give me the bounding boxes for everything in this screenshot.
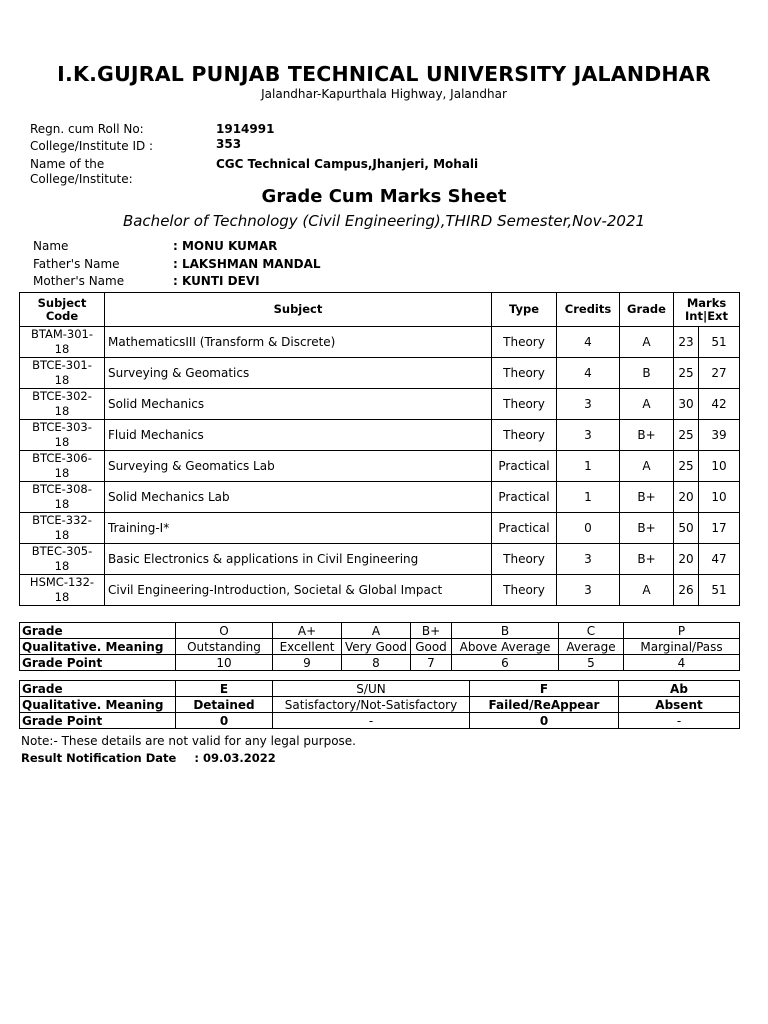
grade-scale-1-grade: P xyxy=(624,623,740,639)
subject-code-line-2: 18 xyxy=(54,559,70,573)
credits-cell: 4 xyxy=(557,358,620,389)
grade-scale-2-point: 0 xyxy=(470,713,619,729)
internal-marks-cell: 25 xyxy=(674,420,699,451)
subject-name-cell: Basic Electronics & applications in Civil Engineering xyxy=(105,544,492,575)
subject-code-cell xyxy=(20,513,105,544)
grade-scale-1-point-row xyxy=(20,655,740,671)
external-marks-cell: 51 xyxy=(699,327,740,358)
credits-cell: 1 xyxy=(557,482,620,513)
subject-code-cell xyxy=(20,575,105,606)
mother-name-label: Mother's Name xyxy=(33,274,125,288)
external-marks-cell: 42 xyxy=(699,389,740,420)
grade-scale-1-meaning-row xyxy=(20,639,740,655)
type-cell: Practical xyxy=(492,451,557,482)
external-marks-cell: 39 xyxy=(699,420,740,451)
header-marks xyxy=(674,293,740,327)
grade-scale-1-point-label: Grade Point xyxy=(20,655,176,671)
subject-code-line-2: 18 xyxy=(54,373,70,387)
table-row xyxy=(20,327,740,358)
subject-code-line-1: BTEC-305- xyxy=(31,544,93,558)
grade-scale-2-point-label: Grade Point xyxy=(20,713,176,729)
grade-scale-2-meaning: Failed/ReAppear xyxy=(470,697,619,713)
roll-number-label: Regn. cum Roll No: xyxy=(30,122,144,136)
sheet-title: Grade Cum Marks Sheet xyxy=(261,186,507,207)
header-marks-line-2: Int|Ext xyxy=(685,308,728,323)
subject-code-line-2: 18 xyxy=(54,590,70,604)
subject-code-cell xyxy=(20,327,105,358)
subject-code-line-2: 18 xyxy=(54,404,70,418)
disclaimer-note: Note:- These details are not valid for any legal purpose. xyxy=(21,734,356,748)
subject-name-cell: Solid Mechanics xyxy=(105,389,492,420)
header-subject: Subject xyxy=(105,293,492,327)
grade-cell: B+ xyxy=(620,482,674,513)
subject-code-line-1: BTAM-301- xyxy=(30,327,94,341)
grade-scale-1-grade: B+ xyxy=(411,623,452,639)
grade-scale-1-grade: A xyxy=(342,623,411,639)
internal-marks-cell: 25 xyxy=(674,358,699,389)
subject-code-cell xyxy=(20,482,105,513)
grade-scale-1-point: 5 xyxy=(559,655,624,671)
grade-scale-1-grade: C xyxy=(559,623,624,639)
grade-scale-1-point: 8 xyxy=(342,655,411,671)
grade-scale-1-meaning: Very Good xyxy=(342,639,411,655)
grade-scale-2-point: 0 xyxy=(176,713,273,729)
subject-name-cell: MathematicsIII (Transform & Discrete) xyxy=(105,327,492,358)
credits-cell: 1 xyxy=(557,451,620,482)
internal-marks-cell: 50 xyxy=(674,513,699,544)
header-subject-code xyxy=(20,293,105,327)
grade-scale-2-grade: E xyxy=(176,681,273,697)
subject-code-line-2: 18 xyxy=(54,466,70,480)
header-code-line-2: Code xyxy=(45,308,79,323)
grade-scale-2-point-row xyxy=(20,713,740,729)
internal-marks-cell: 25 xyxy=(674,451,699,482)
grade-scale-1-meaning: Average xyxy=(559,639,624,655)
grade-cell: B+ xyxy=(620,420,674,451)
internal-marks-cell: 30 xyxy=(674,389,699,420)
grade-scale-1-grade-row xyxy=(20,623,740,639)
header-type: Type xyxy=(492,293,557,327)
university-address: Jalandhar-Kapurthala Highway, Jalandhar xyxy=(261,87,507,101)
grade-scale-1-point: 4 xyxy=(624,655,740,671)
grade-scale-1-point: 7 xyxy=(411,655,452,671)
credits-cell: 3 xyxy=(557,575,620,606)
table-row xyxy=(20,358,740,389)
grade-scale-2-grade-row xyxy=(20,681,740,697)
external-marks-cell: 27 xyxy=(699,358,740,389)
credits-cell: 3 xyxy=(557,544,620,575)
subject-code-cell xyxy=(20,544,105,575)
college-name-label-2: College/Institute: xyxy=(30,172,133,186)
table-row xyxy=(20,575,740,606)
grade-scale-2-grade: F xyxy=(470,681,619,697)
college-name-value: CGC Technical Campus,Jhanjeri, Mohali xyxy=(216,157,479,171)
type-cell: Theory xyxy=(492,575,557,606)
external-marks-cell: 51 xyxy=(699,575,740,606)
student-name-value: : MONU KUMAR xyxy=(173,239,278,253)
internal-marks-cell: 20 xyxy=(674,544,699,575)
internal-marks-cell: 20 xyxy=(674,482,699,513)
type-cell: Theory xyxy=(492,544,557,575)
subject-code-cell xyxy=(20,358,105,389)
grade-scale-1-grade: A+ xyxy=(273,623,342,639)
type-cell: Practical xyxy=(492,482,557,513)
grade-scale-1-meaning: Good xyxy=(411,639,452,655)
table-row xyxy=(20,482,740,513)
grade-scale-2-meaning-row xyxy=(20,697,740,713)
grade-cell: A xyxy=(620,575,674,606)
grade-cell: A xyxy=(620,327,674,358)
college-name-label-1: Name of the xyxy=(30,157,105,171)
external-marks-cell: 10 xyxy=(699,451,740,482)
header-grade: Grade xyxy=(620,293,674,327)
subject-code-line-2: 18 xyxy=(54,342,70,356)
subject-code-line-1: BTCE-303- xyxy=(32,420,92,434)
grade-scale-2-grade: S/UN xyxy=(273,681,470,697)
result-notification xyxy=(21,751,276,765)
subject-code-line-1: BTCE-306- xyxy=(32,451,92,465)
subject-name-cell: Surveying & Geomatics Lab xyxy=(105,451,492,482)
university-title: I.K.GUJRAL PUNJAB TECHNICAL UNIVERSITY JALANDHAR xyxy=(57,62,711,86)
result-date-value: : 09.03.2022 xyxy=(194,751,276,765)
grade-scale-1-meaning: Above Average xyxy=(452,639,559,655)
grade-scale-1-point: 6 xyxy=(452,655,559,671)
college-id-label: College/Institute ID : xyxy=(30,139,154,153)
college-id-value: 353 xyxy=(216,137,242,151)
grade-scale-1-meaning-label: Qualitative. Meaning xyxy=(20,639,176,655)
external-marks-cell: 47 xyxy=(699,544,740,575)
subject-code-line-2: 18 xyxy=(54,497,70,511)
grade-scale-1-meaning: Outstanding xyxy=(176,639,273,655)
grade-cell: B+ xyxy=(620,513,674,544)
subject-code-line-2: 18 xyxy=(54,435,70,449)
table-row xyxy=(20,451,740,482)
grade-scale-table-1 xyxy=(19,622,740,671)
subject-code-cell xyxy=(20,420,105,451)
grade-scale-1-point: 9 xyxy=(273,655,342,671)
header-credits: Credits xyxy=(557,293,620,327)
type-cell: Theory xyxy=(492,420,557,451)
grade-scale-2-grade-label: Grade xyxy=(20,681,176,697)
subject-name-cell: Civil Engineering-Introduction, Societal & Global Impact xyxy=(105,575,492,606)
grade-scale-2-meaning: Satisfactory/Not-Satisfactory xyxy=(273,697,470,713)
credits-cell: 4 xyxy=(557,327,620,358)
mother-name-value: : KUNTI DEVI xyxy=(173,274,260,288)
grade-scale-2-meaning: Detained xyxy=(176,697,273,713)
program-name: Bachelor of Technology (Civil Engineering),THIRD Semester,Nov-2021 xyxy=(122,212,646,230)
grade-cell: A xyxy=(620,451,674,482)
marks-table xyxy=(19,292,740,606)
grade-scale-2-meaning-label: Qualitative. Meaning xyxy=(20,697,176,713)
header-code-line-1: Subject xyxy=(37,295,87,310)
internal-marks-cell: 23 xyxy=(674,327,699,358)
subject-name-cell: Solid Mechanics Lab xyxy=(105,482,492,513)
grade-cell: A xyxy=(620,389,674,420)
subject-code-line-1: BTCE-332- xyxy=(32,513,92,527)
subject-name-cell: Fluid Mechanics xyxy=(105,420,492,451)
external-marks-cell: 10 xyxy=(699,482,740,513)
student-name-label: Name xyxy=(33,239,69,253)
grade-scale-2-point: - xyxy=(619,713,740,729)
father-name-value: : LAKSHMAN MANDAL xyxy=(173,257,321,271)
subject-code-line-1: BTCE-308- xyxy=(32,482,92,496)
table-row xyxy=(20,544,740,575)
grade-cell: B xyxy=(620,358,674,389)
table-row xyxy=(20,513,740,544)
grade-scale-2-meaning: Absent xyxy=(619,697,740,713)
type-cell: Theory xyxy=(492,327,557,358)
grade-scale-1-grade: B xyxy=(452,623,559,639)
roll-number-value: 1914991 xyxy=(216,122,275,136)
credits-cell: 3 xyxy=(557,389,620,420)
subject-code-cell xyxy=(20,451,105,482)
marks-table-header xyxy=(20,293,740,327)
table-row xyxy=(20,389,740,420)
external-marks-cell: 17 xyxy=(699,513,740,544)
grade-scale-1-meaning: Excellent xyxy=(273,639,342,655)
table-row xyxy=(20,420,740,451)
grade-scale-1-grade: O xyxy=(176,623,273,639)
grade-scale-1-point: 10 xyxy=(176,655,273,671)
father-name-label: Father's Name xyxy=(33,257,120,271)
subject-code-line-1: HSMC-132- xyxy=(29,575,95,589)
subject-name-cell: Surveying & Geomatics xyxy=(105,358,492,389)
internal-marks-cell: 26 xyxy=(674,575,699,606)
subject-name-cell: Training-I* xyxy=(105,513,492,544)
grade-scale-2-point: - xyxy=(273,713,470,729)
grade-scale-2-grade: Ab xyxy=(619,681,740,697)
result-date-label: Result Notification Date xyxy=(21,751,177,765)
type-cell: Theory xyxy=(492,358,557,389)
grade-scale-1-meaning: Marginal/Pass xyxy=(624,639,740,655)
subject-code-cell xyxy=(20,389,105,420)
grade-scale-1-grade-label: Grade xyxy=(20,623,176,639)
grade-cell: B+ xyxy=(620,544,674,575)
type-cell: Practical xyxy=(492,513,557,544)
grade-scale-table-2 xyxy=(19,680,740,729)
credits-cell: 3 xyxy=(557,420,620,451)
subject-code-line-1: BTCE-301- xyxy=(32,358,92,372)
header-marks-line-1: Marks xyxy=(686,295,727,310)
subject-code-line-2: 18 xyxy=(54,528,70,542)
subject-code-line-1: BTCE-302- xyxy=(32,389,92,403)
credits-cell: 0 xyxy=(557,513,620,544)
type-cell: Theory xyxy=(492,389,557,420)
